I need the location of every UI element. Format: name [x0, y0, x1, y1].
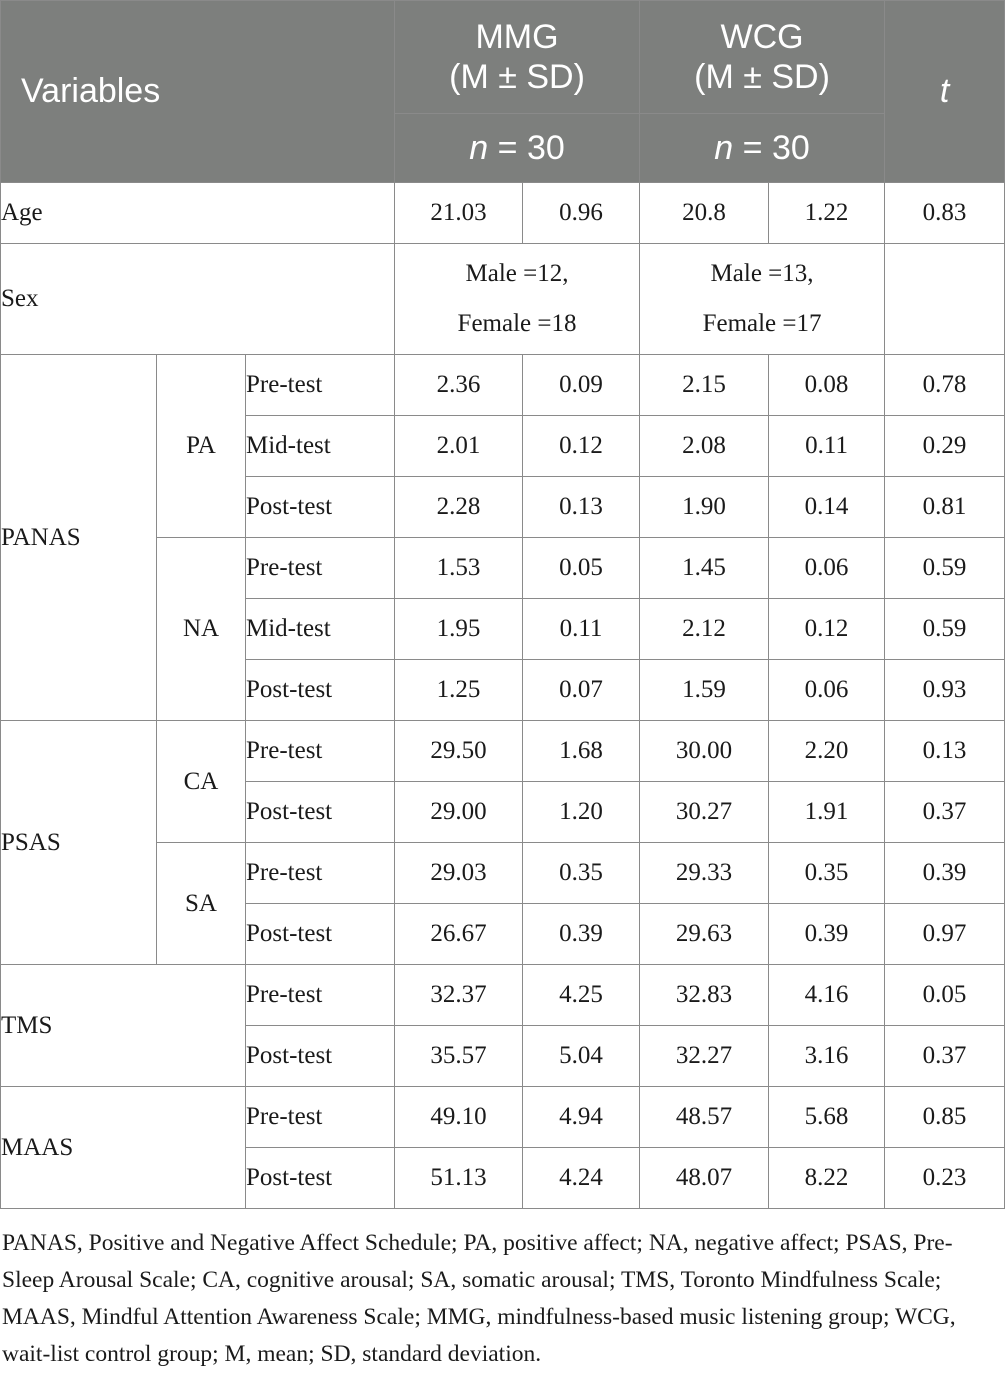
sex-wcg-female: Female =17: [702, 310, 822, 337]
ca-label: CA: [157, 721, 246, 843]
phase-label: Post-test: [246, 1026, 395, 1087]
mmg-mean: 35.57: [395, 1026, 523, 1087]
t-header: [885, 1, 1005, 183]
t-value: 0.93: [885, 660, 1005, 721]
mmg-sd: 0.05: [523, 538, 640, 599]
phase-label: Pre-test: [246, 721, 395, 782]
age-mmg-sd: 0.96: [523, 183, 640, 244]
wcg-sd: 0.11: [769, 416, 885, 477]
wcg-sd: 4.16: [769, 965, 885, 1026]
mmg-sd: 0.39: [523, 904, 640, 965]
mmg-group-stat: (M ± SD): [449, 58, 585, 96]
phase-label: Post-test: [246, 477, 395, 538]
sex-wcg: [640, 244, 885, 355]
t-value: 0.97: [885, 904, 1005, 965]
table-row: [1, 355, 1005, 416]
mmg-mean: 49.10: [395, 1087, 523, 1148]
mmg-sd: 4.24: [523, 1148, 640, 1209]
phase-label: Pre-test: [246, 1087, 395, 1148]
mmg-n-symbol: n: [469, 128, 489, 167]
wcg-n-value: = 30: [742, 128, 810, 167]
wcg-sd: 0.08: [769, 355, 885, 416]
wcg-mean: 2.12: [640, 599, 769, 660]
age-label: Age: [1, 183, 395, 244]
table-row: [1, 965, 1005, 1026]
mmg-n-value: = 30: [497, 128, 565, 167]
phase-label: Pre-test: [246, 538, 395, 599]
sex-mmg: [395, 244, 640, 355]
mmg-sd: 4.94: [523, 1087, 640, 1148]
mmg-mean: 32.37: [395, 965, 523, 1026]
tms-label: TMS: [1, 965, 246, 1087]
t-value: 0.85: [885, 1087, 1005, 1148]
mmg-mean: 29.00: [395, 782, 523, 843]
wcg-mean: 32.83: [640, 965, 769, 1026]
wcg-sd: 0.35: [769, 843, 885, 904]
phase-label: Post-test: [246, 1148, 395, 1209]
wcg-sd: 2.20: [769, 721, 885, 782]
phase-label: Mid-test: [246, 416, 395, 477]
wcg-mean: 30.27: [640, 782, 769, 843]
t-value: 0.78: [885, 355, 1005, 416]
wcg-n-header: [640, 114, 885, 183]
mmg-sd: 1.68: [523, 721, 640, 782]
wcg-mean: 2.08: [640, 416, 769, 477]
t-value: 0.37: [885, 1026, 1005, 1087]
t-value: 0.23: [885, 1148, 1005, 1209]
mmg-mean: 1.25: [395, 660, 523, 721]
mmg-sd: 0.09: [523, 355, 640, 416]
psas-label: PSAS: [1, 721, 157, 965]
wcg-mean: 2.15: [640, 355, 769, 416]
wcg-sd: 0.39: [769, 904, 885, 965]
wcg-n-symbol: n: [714, 128, 734, 167]
wcg-mean: 29.63: [640, 904, 769, 965]
age-row: [1, 183, 1005, 244]
wcg-sd: 0.12: [769, 599, 885, 660]
sex-wcg-male: Male =13,: [710, 260, 814, 287]
t-header-label: t: [939, 72, 950, 110]
mmg-mean: 51.13: [395, 1148, 523, 1209]
age-t: 0.83: [885, 183, 1005, 244]
mmg-n-header: [395, 114, 640, 183]
age-mmg-mean: 21.03: [395, 183, 523, 244]
wcg-sd: 8.22: [769, 1148, 885, 1209]
wcg-mean: 30.00: [640, 721, 769, 782]
phase-label: Pre-test: [246, 355, 395, 416]
phase-label: Pre-test: [246, 965, 395, 1026]
wcg-sd: 0.14: [769, 477, 885, 538]
mmg-sd: 0.11: [523, 599, 640, 660]
wcg-mean: 1.45: [640, 538, 769, 599]
mmg-mean: 1.53: [395, 538, 523, 599]
mmg-mean: 29.03: [395, 843, 523, 904]
t-value: 0.37: [885, 782, 1005, 843]
mmg-mean: 2.36: [395, 355, 523, 416]
wcg-mean: 29.33: [640, 843, 769, 904]
t-value: 0.39: [885, 843, 1005, 904]
t-value: 0.59: [885, 599, 1005, 660]
mmg-mean: 26.67: [395, 904, 523, 965]
maas-label: MAAS: [1, 1087, 246, 1209]
mmg-mean: 2.28: [395, 477, 523, 538]
wcg-group-name: WCG: [720, 18, 804, 56]
mmg-mean: 29.50: [395, 721, 523, 782]
pa-label: PA: [157, 355, 246, 538]
phase-label: Mid-test: [246, 599, 395, 660]
sex-row: [1, 244, 1005, 355]
phase-label: Pre-test: [246, 843, 395, 904]
wcg-mean: 1.90: [640, 477, 769, 538]
t-value: 0.13: [885, 721, 1005, 782]
mmg-sd: 0.35: [523, 843, 640, 904]
mmg-sd: 0.13: [523, 477, 640, 538]
table-row: [1, 721, 1005, 782]
wcg-sd: 3.16: [769, 1026, 885, 1087]
mmg-mean: 1.95: [395, 599, 523, 660]
panas-label: PANAS: [1, 355, 157, 721]
t-value: 0.05: [885, 965, 1005, 1026]
wcg-mean: 32.27: [640, 1026, 769, 1087]
sex-mmg-male: Male =12,: [465, 260, 569, 287]
sex-mmg-female: Female =18: [457, 310, 577, 337]
mmg-sd: 4.25: [523, 965, 640, 1026]
age-wcg-mean: 20.8: [640, 183, 769, 244]
mmg-sd: 1.20: [523, 782, 640, 843]
wcg-group-header: [640, 1, 885, 114]
table-row: [1, 1087, 1005, 1148]
mmg-sd: 0.07: [523, 660, 640, 721]
mmg-group-header: [395, 1, 640, 114]
wcg-sd: 0.06: [769, 538, 885, 599]
table-footnote: PANAS, Positive and Negative Affect Schedule; PA, positive affect; NA, negative affect; PSAS, Pre-Sleep Arousal Scale; CA, cognitive arousal; SA, somatic arousal; TMS, Toronto Mindfulness Scale; MAAS, Mindful Attention Awareness Scale; MMG, mindfulness-based music listening group; WCG, wait-list control group; M, mean; SD, standard deviation.: [2, 1230, 956, 1367]
t-value: 0.59: [885, 538, 1005, 599]
wcg-sd: 5.68: [769, 1087, 885, 1148]
wcg-sd: 0.06: [769, 660, 885, 721]
mmg-mean: 2.01: [395, 416, 523, 477]
mmg-sd: 5.04: [523, 1026, 640, 1087]
wcg-sd: 1.91: [769, 782, 885, 843]
age-wcg-sd: 1.22: [769, 183, 885, 244]
mmg-group-name: MMG: [475, 18, 559, 56]
wcg-mean: 48.07: [640, 1148, 769, 1209]
t-value: 0.29: [885, 416, 1005, 477]
sex-t: [885, 244, 1005, 355]
sa-label: SA: [157, 843, 246, 965]
mmg-sd: 0.12: [523, 416, 640, 477]
variables-header: Variables: [1, 1, 395, 183]
t-value: 0.81: [885, 477, 1005, 538]
wcg-group-stat: (M ± SD): [694, 58, 830, 96]
na-label: NA: [157, 538, 246, 721]
wcg-mean: 48.57: [640, 1087, 769, 1148]
sex-label: Sex: [1, 244, 395, 355]
phase-label: Post-test: [246, 782, 395, 843]
phase-label: Post-test: [246, 904, 395, 965]
wcg-mean: 1.59: [640, 660, 769, 721]
phase-label: Post-test: [246, 660, 395, 721]
